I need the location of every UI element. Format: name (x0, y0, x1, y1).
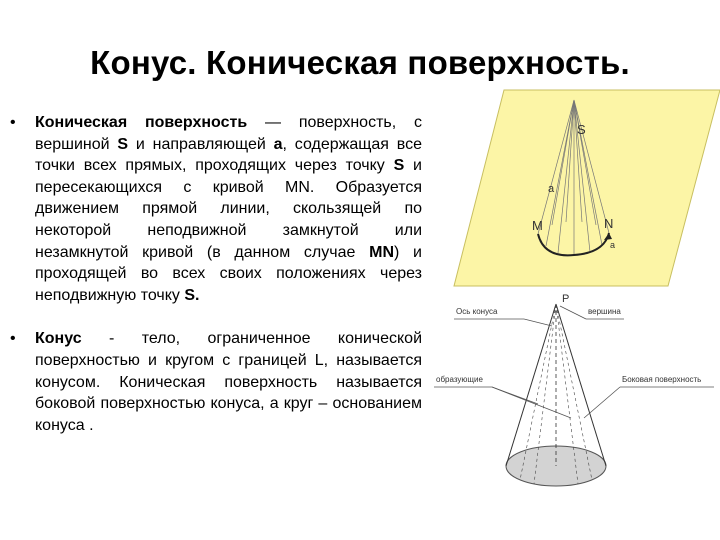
definition-part: — поверхность, с вершиной (35, 114, 422, 153)
generatrix-leader-line (492, 387, 571, 418)
directrix-symbol: а (273, 135, 283, 153)
point-symbol: S (393, 157, 405, 175)
definition-part: , содержащая все точки всех прямых, проходящих через точку (35, 135, 423, 175)
cone-side-left (506, 304, 556, 466)
label-curve-a: a (610, 240, 616, 250)
label-generatrix: образующие (436, 375, 483, 384)
label-axis: Ось конуса (456, 307, 498, 316)
definition-part: и пересекающихся с кривой MN. Образуется движением прямой линии, скользящей по некоторой неподвижной замкнутой или незамкнутой кривой (в данном случае (35, 157, 422, 261)
bullet-dot-icon: • (10, 330, 16, 348)
bullet-cone (8, 328, 422, 436)
lateral-leader-line (584, 387, 620, 418)
curve-symbol: MN (369, 243, 395, 261)
label-vertex: S (577, 122, 586, 137)
term-conical-surface: Коническая поверхность (35, 114, 248, 131)
page-title: Конус. Коническая поверхность. (90, 44, 630, 81)
axis-leader-line (524, 319, 552, 326)
label-axis-callout (454, 307, 552, 326)
vertex-symbol: S (117, 135, 129, 153)
label-lateral-callout (584, 375, 714, 418)
label-directrix: a (548, 183, 555, 195)
label-vertex-callout (560, 306, 624, 319)
cone-body-figure (428, 286, 718, 520)
plane-shape (454, 90, 720, 286)
label-apex: P (562, 293, 570, 305)
definition-part: и направляющей (128, 135, 274, 153)
cone-side-right (556, 304, 606, 466)
label-point-m: M (532, 218, 543, 233)
definition-part: - тело, ограниченное конической поверхностью и кругом с границей L, называется конусом. Коническая поверхность называется боковой поверхностью конуса, а круг – основанием конуса . (35, 330, 422, 434)
bullet-list (8, 112, 422, 436)
label-lateral: Боковая поверхность (622, 375, 702, 384)
bullet-dot-icon: • (10, 114, 16, 131)
label-vertex: вершина (588, 307, 621, 316)
vertex-leader-line (560, 306, 586, 319)
label-point-n: N (604, 216, 614, 231)
conical-surface-figure (452, 88, 720, 288)
term-cone: Конус (35, 330, 82, 348)
fixed-point-symbol: S. (184, 286, 200, 304)
definition-part: ) и проходящей во всех своих положениях через неподвижную точку (35, 243, 422, 304)
bullet-conical-surface (8, 112, 422, 306)
label-generatrix-callout (434, 375, 571, 418)
